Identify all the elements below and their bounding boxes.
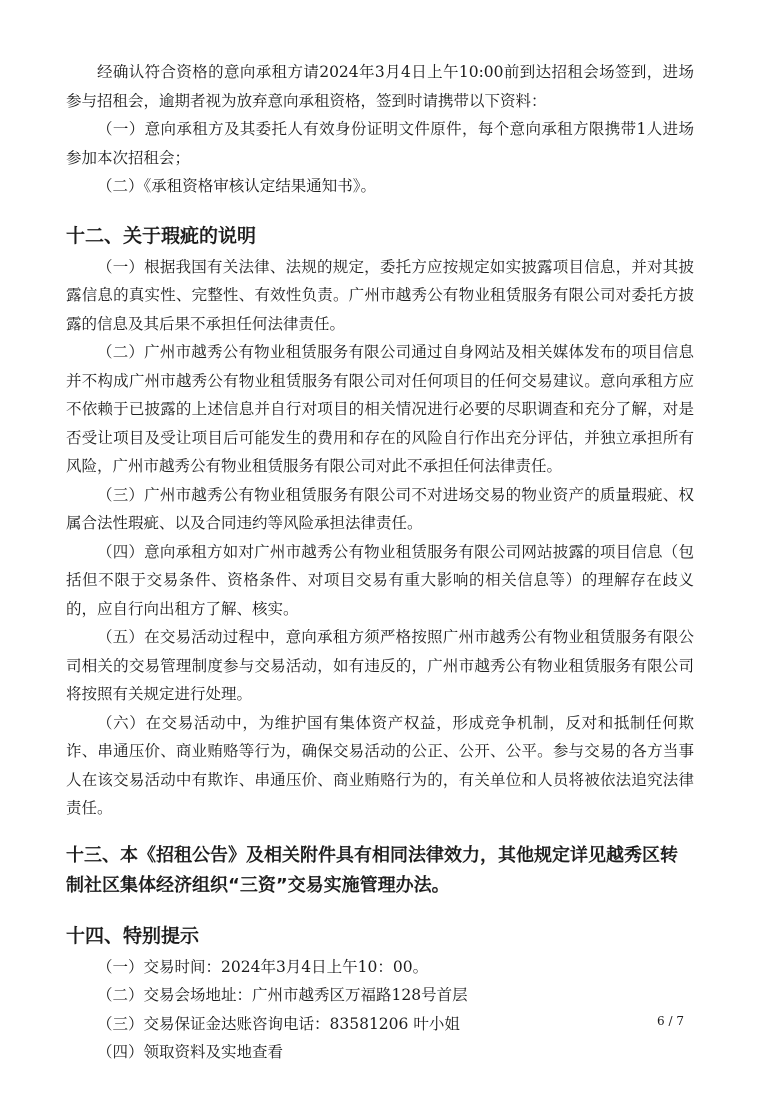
section-12-item-6: （六）在交易活动中，为维护国有集体资产权益，形成竞争机制，反对和抵制任何欺诈、串通压价、商业贿赂等行为，确保交易活动的公正、公开、公平。参与交易的各方当事人在该交易活动中有欺诈、串通压价、商业贿赂行为的，有关单位和人员将被依法追究法律责任。 [66, 713, 694, 817]
section-12-heading: 十二、关于瑕疵的说明 [66, 224, 257, 247]
section-12-item-1: （一）根据我国有关法律、法规的规定，委托方应按规定如实披露项目信息，并对其披露信息的真实性、完整性、有效性负责。广州市越秀公有物业租赁服务有限公司对委托方披露的信息及其后果不承担任何法律责任。 [66, 257, 694, 333]
intro-paragraph: 经确认符合资格的意向承租方请2024年3月4日上午10:00前到达招租会场签到，进场参与招租会，逾期者视为放弃意向承租资格，签到时请携带以下资料： [66, 63, 694, 110]
section-14-item-2: （二）交易会场地址：广州市越秀区万福路128号首层 [97, 986, 468, 1004]
section-13-heading: 十三、本《招租公告》及相关附件具有相同法律效力，其他规定详见越秀区转制社区集体经济组织“三资”交易实施管理办法。 [66, 844, 678, 896]
section-12-item-5: （五）在交易活动过程中，意向承租方须严格按照广州市越秀公有物业租赁服务有限公司相关的交易管理制度参与交易活动，如有违反的，广州市越秀公有物业租赁服务有限公司将按照有关规定进行处理。 [66, 628, 694, 703]
section-12-item-3: （三）广州市越秀公有物业租赁服务有限公司不对进场交易的物业资产的质量瑕疵、权属合法性瑕疵、以及合同违约等风险承担法律责任。 [66, 485, 694, 532]
section-12-item-4: （四）意向承租方如对广州市越秀公有物业租赁服务有限公司网站披露的项目信息（包括但不限于交易条件、资格条件、对项目交易有重大影响的相关信息等）的理解存在歧义的，应自行向出租方了解、核实。 [66, 542, 694, 618]
section-14-item-4: （四）领取资料及实地查看 [97, 1043, 284, 1061]
intro-item-2: （二）《承租资格审核认定结果通知书》。 [97, 177, 377, 195]
section-12-item-2: （二）广州市越秀公有物业租赁服务有限公司通过自身网站及相关媒体发布的项目信息并不构成广州市越秀公有物业租赁服务有限公司对任何项目的任何交易建议。意向承租方应不依赖于已披露的上述信息并自行对项目的相关情况进行必要的尽职调查和充分了解，对是否受让项目及受让项目后可能发生的费用和存在的风险自行作出充分评估，并独立承担所有风险，广州市越秀公有物业租赁服务有限公司对此不承担任何法律责任。 [66, 343, 694, 475]
section-14-item-1: （一）交易时间：2024年3月4日上午10：00。 [97, 957, 429, 976]
page-number: 6 / 7 [657, 1014, 684, 1028]
intro-item-1: （一）意向承租方及其委托人有效身份证明文件原件，每个意向承租方限携带1人进场参加本次招租会； [66, 120, 694, 167]
section-14-heading: 十四、特别提示 [66, 924, 200, 947]
section-14-item-3: （三）交易保证金达账咨询电话：83581206 叶小姐 [97, 1014, 460, 1033]
